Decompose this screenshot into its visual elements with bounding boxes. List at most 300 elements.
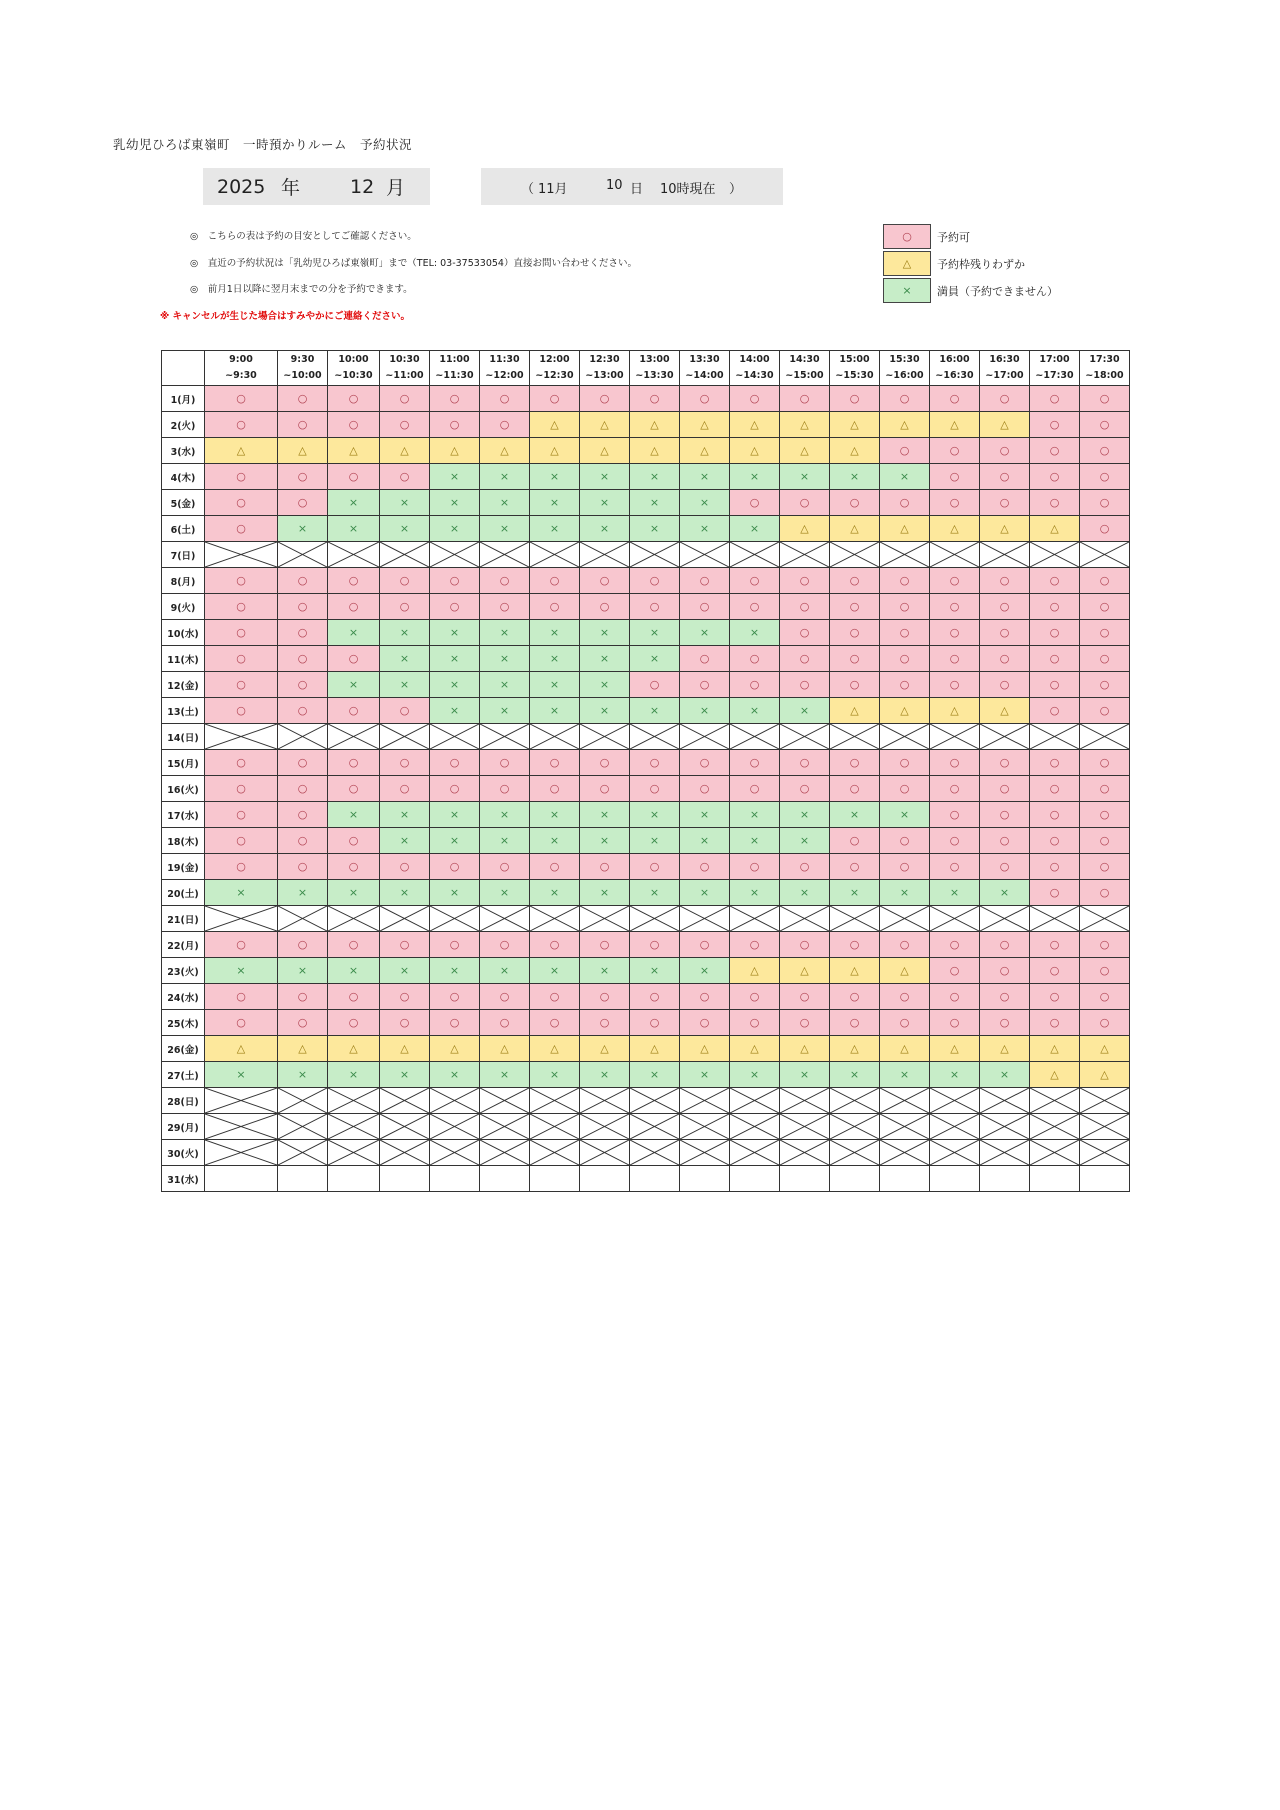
slot-full: × — [328, 802, 380, 828]
slot-few-left: △ — [328, 438, 380, 464]
empty-cell — [328, 1166, 380, 1192]
closed-cell — [780, 1140, 830, 1166]
day-label: 15(月) — [162, 750, 205, 776]
slot-few-left: △ — [830, 516, 880, 542]
slot-few-left: △ — [780, 1036, 830, 1062]
slot-available: ○ — [980, 932, 1030, 958]
slot-available: ○ — [830, 594, 880, 620]
slot-few-left: △ — [530, 438, 580, 464]
slot-available: ○ — [1080, 828, 1130, 854]
closed-cell — [430, 906, 480, 932]
slot-available: ○ — [730, 750, 780, 776]
slot-available: ○ — [1080, 932, 1130, 958]
slot-available: ○ — [328, 594, 380, 620]
slot-available: ○ — [680, 776, 730, 802]
slot-available: ○ — [1080, 698, 1130, 724]
day-row — [162, 1010, 1130, 1036]
slot-available: ○ — [880, 568, 930, 594]
slot-available: ○ — [1080, 646, 1130, 672]
slot-available: ○ — [205, 568, 278, 594]
slot-full: × — [980, 1062, 1030, 1088]
closed-cell — [430, 1114, 480, 1140]
slot-full: × — [880, 880, 930, 906]
closed-cell — [1080, 1114, 1130, 1140]
slot-full: × — [480, 828, 530, 854]
slot-available: ○ — [278, 984, 328, 1010]
slot-available: ○ — [205, 750, 278, 776]
slot-available: ○ — [630, 672, 680, 698]
day-label: 23(火) — [162, 958, 205, 984]
slot-available: ○ — [1030, 750, 1080, 776]
month-unit: 月 — [386, 177, 406, 199]
slot-full: × — [530, 1062, 580, 1088]
closed-cell — [205, 1114, 278, 1140]
slot-available: ○ — [530, 1010, 580, 1036]
timeslot-end: ~14:30 — [735, 370, 774, 381]
slot-full: × — [880, 1062, 930, 1088]
slot-full: × — [530, 516, 580, 542]
timeslot-end: ~11:00 — [385, 370, 424, 381]
slot-full: × — [480, 620, 530, 646]
closed-cell — [830, 542, 880, 568]
slot-few-left: △ — [430, 438, 480, 464]
slot-full: × — [630, 464, 680, 490]
note-2: ◎ 直近の予約状況は「乳幼児ひろば東嶺町」まで（TEL: 03-37533054）直接お問い合わせください。 — [190, 257, 637, 269]
slot-available: ○ — [380, 698, 430, 724]
timeslot-header — [430, 351, 480, 386]
slot-full: × — [580, 490, 630, 516]
slot-full: × — [430, 958, 480, 984]
slot-full: × — [730, 802, 780, 828]
slot-available: ○ — [780, 646, 830, 672]
slot-full: × — [480, 958, 530, 984]
slot-available: ○ — [328, 1010, 380, 1036]
day-label: 1(月) — [162, 386, 205, 412]
timeslot-start: 10:00 — [338, 354, 369, 365]
empty-cell — [630, 1166, 680, 1192]
slot-available: ○ — [205, 854, 278, 880]
slot-available: ○ — [328, 828, 380, 854]
timeslot-header — [480, 351, 530, 386]
slot-available: ○ — [680, 1010, 730, 1036]
slot-few-left: △ — [630, 1036, 680, 1062]
slot-available: ○ — [780, 932, 830, 958]
slot-available: ○ — [880, 594, 930, 620]
closed-cell — [205, 906, 278, 932]
closed-cell — [328, 1088, 380, 1114]
slot-few-left: △ — [930, 516, 980, 542]
closed-cell — [1030, 1088, 1080, 1114]
closed-cell — [380, 1088, 430, 1114]
closed-cell — [880, 1140, 930, 1166]
slot-full: × — [380, 828, 430, 854]
slot-available: ○ — [580, 984, 630, 1010]
slot-available: ○ — [1080, 984, 1130, 1010]
as-of-time: 10時現在 — [660, 182, 716, 197]
year-unit: 年 — [281, 177, 301, 199]
timeslot-end: ~11:30 — [435, 370, 474, 381]
slot-full: × — [780, 464, 830, 490]
slot-available: ○ — [580, 750, 630, 776]
slot-available: ○ — [328, 412, 380, 438]
slot-available: ○ — [380, 386, 430, 412]
slot-available: ○ — [480, 386, 530, 412]
slot-available: ○ — [930, 958, 980, 984]
slot-full: × — [680, 880, 730, 906]
slot-available: ○ — [780, 594, 830, 620]
slot-full: × — [430, 646, 480, 672]
timeslot-start: 13:30 — [689, 354, 720, 365]
legend — [883, 223, 1058, 304]
slot-available: ○ — [278, 932, 328, 958]
closed-cell — [530, 1088, 580, 1114]
closed-cell — [680, 1114, 730, 1140]
closed-cell — [730, 1088, 780, 1114]
slot-available: ○ — [930, 932, 980, 958]
slot-full: × — [980, 880, 1030, 906]
slot-available: ○ — [1080, 594, 1130, 620]
slot-full: × — [530, 646, 580, 672]
day-row — [162, 386, 1130, 412]
day-label: 7(日) — [162, 542, 205, 568]
slot-available: ○ — [730, 1010, 780, 1036]
slot-available: ○ — [880, 490, 930, 516]
slot-full: × — [480, 1062, 530, 1088]
slot-full: × — [328, 880, 380, 906]
day-row — [162, 828, 1130, 854]
slot-full: × — [430, 880, 480, 906]
slot-few-left: △ — [580, 412, 630, 438]
slot-available: ○ — [1030, 386, 1080, 412]
timeslot-end: ~15:30 — [835, 370, 874, 381]
slot-full: × — [430, 464, 480, 490]
closed-cell — [205, 1140, 278, 1166]
empty-cell — [980, 1166, 1030, 1192]
slot-available: ○ — [730, 490, 780, 516]
slot-available: ○ — [630, 750, 680, 776]
timeslot-end: ~12:30 — [535, 370, 574, 381]
slot-available: ○ — [930, 438, 980, 464]
timeslot-start: 9:30 — [290, 354, 315, 365]
slot-full: × — [730, 516, 780, 542]
closed-cell — [830, 1140, 880, 1166]
timeslot-start: 16:30 — [989, 354, 1020, 365]
slot-available: ○ — [205, 984, 278, 1010]
slot-available: ○ — [328, 464, 380, 490]
day-label: 29(月) — [162, 1114, 205, 1140]
slot-available: ○ — [205, 932, 278, 958]
empty-cell — [680, 1166, 730, 1192]
slot-available: ○ — [880, 776, 930, 802]
day-row — [162, 516, 1130, 542]
closed-cell — [830, 724, 880, 750]
slot-full: × — [830, 464, 880, 490]
closed-cell — [730, 724, 780, 750]
as-of-open: （ — [521, 182, 535, 197]
slot-available: ○ — [1030, 490, 1080, 516]
slot-available: ○ — [930, 750, 980, 776]
closed-cell — [430, 1088, 480, 1114]
slot-few-left: △ — [480, 1036, 530, 1062]
closed-cell — [630, 724, 680, 750]
closed-cell — [580, 1114, 630, 1140]
slot-full: × — [530, 464, 580, 490]
slot-available: ○ — [680, 594, 730, 620]
slot-available: ○ — [680, 750, 730, 776]
slot-few-left: △ — [205, 1036, 278, 1062]
slot-available: ○ — [480, 776, 530, 802]
slot-full: × — [530, 802, 580, 828]
slot-available: ○ — [680, 932, 730, 958]
slot-full: × — [580, 698, 630, 724]
slot-full: × — [530, 698, 580, 724]
slot-available: ○ — [430, 932, 480, 958]
slot-available: ○ — [480, 594, 530, 620]
slot-few-left: △ — [830, 412, 880, 438]
closed-cell — [980, 1114, 1030, 1140]
closed-cell — [480, 724, 530, 750]
slot-available: ○ — [430, 412, 480, 438]
slot-available: ○ — [430, 386, 480, 412]
header-corner — [162, 351, 205, 386]
day-label: 22(月) — [162, 932, 205, 958]
slot-available: ○ — [278, 490, 328, 516]
closed-cell — [630, 542, 680, 568]
slot-few-left: △ — [930, 698, 980, 724]
slot-available: ○ — [580, 568, 630, 594]
closed-cell — [730, 1140, 780, 1166]
slot-available: ○ — [380, 854, 430, 880]
as-of-day-unit: 日 — [630, 182, 644, 197]
timeslot-header — [630, 351, 680, 386]
slot-few-left: △ — [830, 698, 880, 724]
slot-full: × — [430, 516, 480, 542]
slot-few-left: △ — [730, 958, 780, 984]
slot-available: ○ — [930, 776, 980, 802]
slot-full: × — [480, 516, 530, 542]
slot-available: ○ — [880, 672, 930, 698]
slot-full: × — [930, 880, 980, 906]
timeslot-header — [1080, 351, 1130, 386]
day-label: 10(水) — [162, 620, 205, 646]
day-label: 30(火) — [162, 1140, 205, 1166]
empty-cell — [480, 1166, 530, 1192]
slot-full: × — [430, 1062, 480, 1088]
timeslot-end: ~13:00 — [585, 370, 624, 381]
slot-available: ○ — [1080, 776, 1130, 802]
slot-full: × — [780, 698, 830, 724]
closed-cell — [580, 1088, 630, 1114]
closed-cell — [205, 1088, 278, 1114]
slot-available: ○ — [1030, 828, 1080, 854]
slot-few-left: △ — [580, 438, 630, 464]
slot-available: ○ — [780, 1010, 830, 1036]
slot-full: × — [430, 802, 480, 828]
slot-available: ○ — [480, 568, 530, 594]
legend-symbol: ○ — [883, 224, 931, 249]
slot-available: ○ — [278, 698, 328, 724]
day-row — [162, 1088, 1130, 1114]
timeslot-end: ~9:30 — [225, 370, 257, 381]
as-of-month: 11月 — [538, 182, 568, 197]
slot-few-left: △ — [1030, 1062, 1080, 1088]
slot-few-left: △ — [980, 412, 1030, 438]
slot-available: ○ — [205, 672, 278, 698]
slot-few-left: △ — [278, 438, 328, 464]
day-label: 14(日) — [162, 724, 205, 750]
day-label: 17(水) — [162, 802, 205, 828]
closed-cell — [328, 724, 380, 750]
month-value: 12 — [350, 175, 375, 198]
empty-cell — [930, 1166, 980, 1192]
slot-available: ○ — [980, 776, 1030, 802]
slot-full: × — [278, 880, 328, 906]
slot-few-left: △ — [730, 412, 780, 438]
closed-cell — [680, 906, 730, 932]
closed-cell — [630, 1140, 680, 1166]
slot-available: ○ — [278, 672, 328, 698]
slot-available: ○ — [1030, 880, 1080, 906]
slot-available: ○ — [780, 568, 830, 594]
slot-full: × — [580, 958, 630, 984]
slot-full: × — [730, 880, 780, 906]
slot-available: ○ — [278, 568, 328, 594]
slot-few-left: △ — [930, 1036, 980, 1062]
closed-cell — [630, 1114, 680, 1140]
closed-cell — [980, 724, 1030, 750]
slot-available: ○ — [880, 438, 930, 464]
slot-available: ○ — [1030, 594, 1080, 620]
slot-available: ○ — [480, 412, 530, 438]
slot-available: ○ — [730, 386, 780, 412]
timeslot-header — [205, 351, 278, 386]
slot-available: ○ — [930, 828, 980, 854]
slot-available: ○ — [380, 594, 430, 620]
slot-available: ○ — [830, 932, 880, 958]
slot-available: ○ — [730, 594, 780, 620]
day-row — [162, 568, 1130, 594]
day-row — [162, 776, 1130, 802]
slot-available: ○ — [205, 1010, 278, 1036]
slot-available: ○ — [880, 750, 930, 776]
slot-available: ○ — [480, 932, 530, 958]
slot-available: ○ — [1080, 438, 1130, 464]
timeslot-end: ~13:30 — [635, 370, 674, 381]
slot-full: × — [430, 490, 480, 516]
closed-cell — [1030, 724, 1080, 750]
slot-available: ○ — [730, 984, 780, 1010]
slot-full: × — [580, 464, 630, 490]
slot-available: ○ — [980, 568, 1030, 594]
slot-available: ○ — [205, 516, 278, 542]
slot-full: × — [380, 802, 430, 828]
slot-available: ○ — [1080, 854, 1130, 880]
legend-available — [883, 223, 1058, 250]
slot-available: ○ — [830, 854, 880, 880]
slot-available: ○ — [930, 646, 980, 672]
slot-full: × — [580, 516, 630, 542]
slot-available: ○ — [580, 854, 630, 880]
slot-available: ○ — [205, 698, 278, 724]
slot-few-left: △ — [780, 438, 830, 464]
day-row — [162, 672, 1130, 698]
day-row — [162, 1062, 1130, 1088]
slot-full: × — [880, 802, 930, 828]
slot-full: × — [580, 880, 630, 906]
empty-cell — [830, 1166, 880, 1192]
slot-available: ○ — [1030, 958, 1080, 984]
slot-full: × — [205, 958, 278, 984]
slot-full: × — [278, 516, 328, 542]
legend-few-left — [883, 250, 1058, 277]
slot-available: ○ — [830, 568, 880, 594]
slot-few-left: △ — [730, 438, 780, 464]
slot-available: ○ — [680, 854, 730, 880]
day-row — [162, 412, 1130, 438]
slot-available: ○ — [278, 1010, 328, 1036]
slot-full: × — [730, 464, 780, 490]
slot-available: ○ — [980, 750, 1030, 776]
header-row — [162, 351, 1130, 386]
closed-cell — [1030, 542, 1080, 568]
closed-cell — [1080, 906, 1130, 932]
reservation-table — [161, 350, 1130, 1192]
closed-cell — [680, 542, 730, 568]
slot-available: ○ — [780, 490, 830, 516]
slot-available: ○ — [1030, 932, 1080, 958]
slot-available: ○ — [630, 932, 680, 958]
legend-label: 予約枠残りわずか — [937, 257, 1025, 271]
day-row — [162, 854, 1130, 880]
slot-available: ○ — [1030, 1010, 1080, 1036]
day-label: 26(金) — [162, 1036, 205, 1062]
day-row — [162, 1114, 1130, 1140]
day-label: 20(土) — [162, 880, 205, 906]
timeslot-start: 11:30 — [489, 354, 520, 365]
slot-few-left: △ — [380, 1036, 430, 1062]
closed-cell — [278, 1140, 328, 1166]
closed-cell — [328, 1114, 380, 1140]
timeslot-header — [680, 351, 730, 386]
slot-available: ○ — [630, 386, 680, 412]
closed-cell — [580, 724, 630, 750]
closed-cell — [278, 906, 328, 932]
slot-full: × — [380, 880, 430, 906]
slot-full: × — [430, 620, 480, 646]
closed-cell — [780, 1088, 830, 1114]
slot-full: × — [580, 802, 630, 828]
slot-few-left: △ — [780, 412, 830, 438]
slot-available: ○ — [1080, 568, 1130, 594]
timeslot-start: 10:30 — [389, 354, 420, 365]
timeslot-start: 16:00 — [939, 354, 970, 365]
slot-available: ○ — [780, 386, 830, 412]
slot-full: × — [278, 958, 328, 984]
year-value: 2025 — [217, 175, 266, 198]
slot-available: ○ — [480, 984, 530, 1010]
slot-available: ○ — [1080, 516, 1130, 542]
slot-full: × — [680, 958, 730, 984]
slot-full: × — [580, 646, 630, 672]
slot-full: × — [480, 880, 530, 906]
slot-full: × — [205, 880, 278, 906]
slot-few-left: △ — [780, 516, 830, 542]
slot-full: × — [680, 802, 730, 828]
slot-available: ○ — [205, 490, 278, 516]
day-row — [162, 932, 1130, 958]
slot-full: × — [328, 620, 380, 646]
slot-few-left: △ — [630, 412, 680, 438]
